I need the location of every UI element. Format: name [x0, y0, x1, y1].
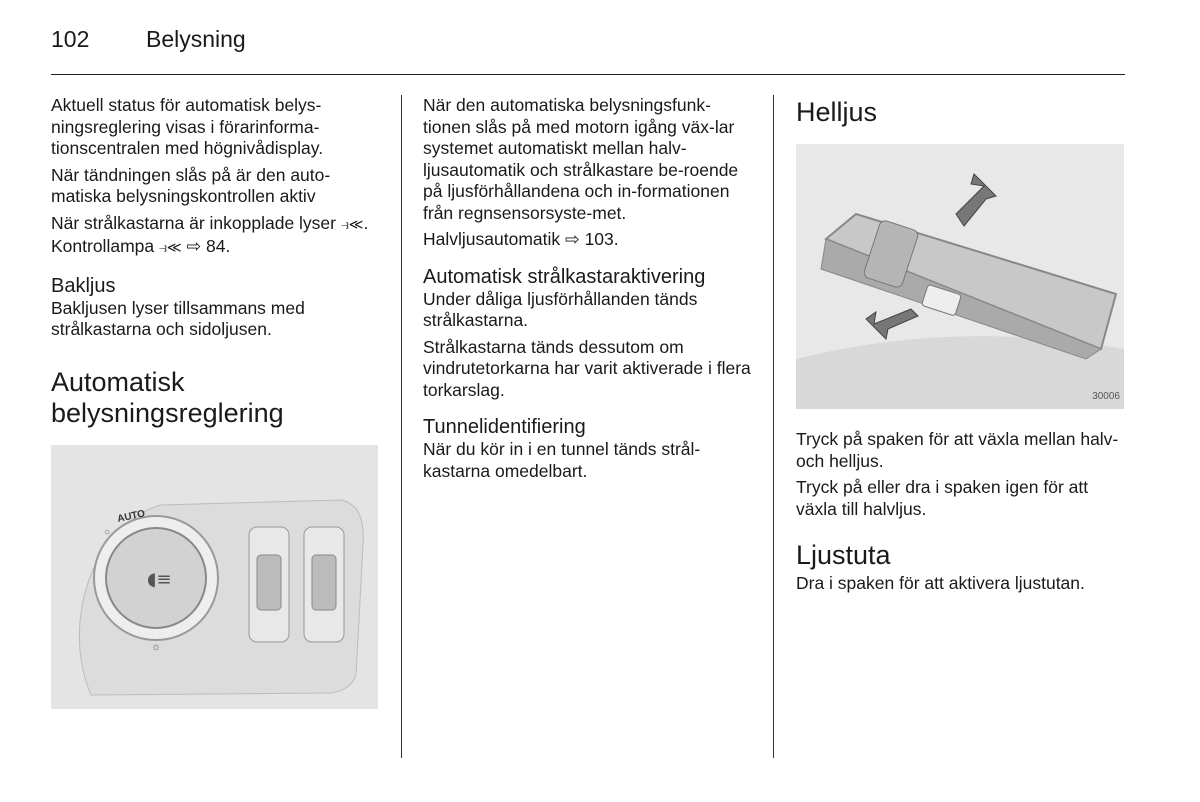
section-heading-headlight-activation: Automatisk strålkastaraktivering [423, 265, 706, 288]
reference-arrow-icon: ⇨ [186, 236, 202, 256]
paragraph: Under dåliga ljusförhållanden tänds strålkastarna. [423, 288, 698, 330]
svg-text:○: ○ [104, 526, 111, 538]
page-number: 102 [51, 26, 90, 52]
page-reference[interactable]: 103. [584, 229, 619, 249]
column-2 [423, 95, 758, 487]
paragraph: Tryck på spaken för att växla mellan halv- och helljus. [796, 429, 1119, 471]
auto-label: AUTO [116, 507, 147, 525]
page-header [51, 26, 246, 53]
paragraph: Strålkastarna tänds dessutom om vindrutetorkarna har varit aktiverade i flera torkarslag. [423, 336, 751, 400]
section-heading-ljustuta: Ljustuta [796, 540, 891, 570]
paragraph [51, 213, 381, 260]
paragraph-text: Halvljusautomatik [423, 229, 561, 249]
column-1 [51, 95, 381, 709]
header-rule [51, 74, 1125, 75]
paragraph-text: När strålkastarna är inkopplade lyser [51, 212, 336, 233]
paragraph: Aktuell status för automatisk belys-ningsreglering visas i förarinforma-tionscentralen med högnivådisplay. [51, 95, 324, 158]
paragraph: När tändningen slås på är den auto-matiska belysningskontrollen aktiv [51, 164, 331, 206]
paragraph: När den automatiska belysningsfunk-tionen slås på med motorn igång väx-lar systemet automatiskt mellan halv-ljusautomatik och strålkastare be-roende på ljusförhållandena och in-formationen från regnsensorsyste-met. [423, 95, 739, 223]
stalk-drawing [796, 144, 1124, 409]
headlight-icon: ⥽≪ [159, 240, 182, 256]
light-switch-drawing [51, 445, 378, 709]
svg-text:☼: ☼ [151, 640, 162, 653]
column-3 [796, 95, 1128, 600]
headlight-icon: ⥽≪ [340, 216, 364, 233]
figure-number: 30006 [1092, 390, 1120, 402]
section-heading-helljus: Helljus [796, 97, 878, 127]
light-switch-illustration [51, 445, 378, 709]
paragraph: När du kör in i en tunnel tänds strål-kastarna omedelbart. [423, 439, 701, 481]
page-reference[interactable]: 84. [205, 236, 231, 256]
section-heading-tunnel: Tunnelidentifiering [423, 416, 586, 438]
paragraph [423, 229, 758, 251]
column-divider-1 [401, 95, 402, 758]
paragraph-text: . Kontrollampa [51, 212, 369, 256]
reference-arrow-icon: ⇨ [565, 229, 580, 249]
paragraph: Bakljusen lyser tillsammans med strålkastarna och sidoljusen. [51, 297, 305, 339]
section-heading-bakljus: Bakljus [51, 274, 116, 297]
section-heading-automatic-lighting: Automatisk belysningsreglering [51, 366, 284, 428]
svg-text:◖≡: ◖≡ [147, 568, 172, 590]
paragraph: Dra i spaken för att aktivera ljustutan. [796, 573, 1085, 593]
column-divider-2 [773, 95, 774, 758]
page-title: Belysning [146, 26, 246, 52]
paragraph: Tryck på eller dra i spaken igen för att växla till halvljus. [796, 477, 1089, 519]
stalk-illustration [796, 144, 1124, 409]
